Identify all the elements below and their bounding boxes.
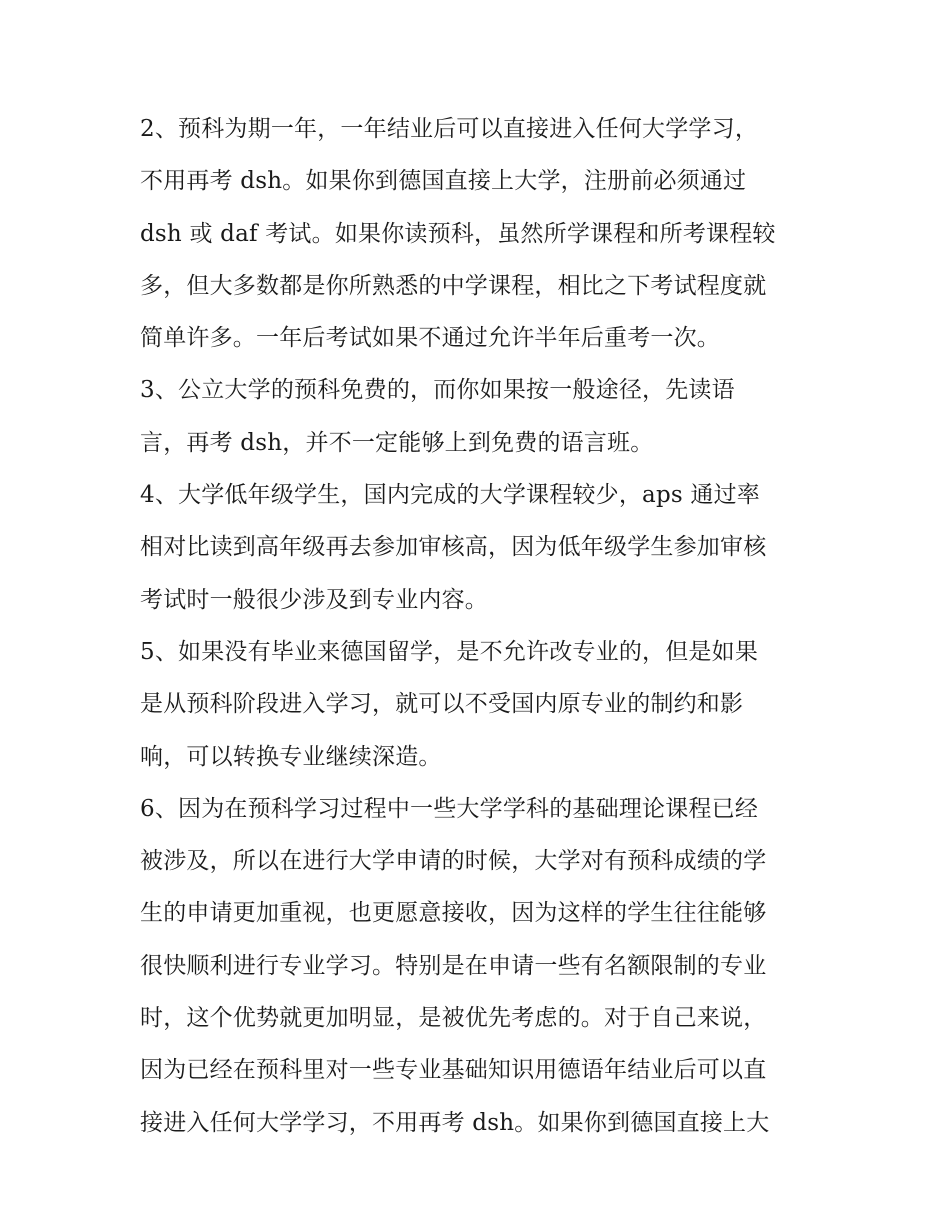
text-line: 不用再考 dsh。如果你到德国直接上大学，注册前必须通过 xyxy=(140,168,747,195)
text-line: 考试时一般很少涉及到专业内容。 xyxy=(140,586,488,613)
text-line: 5、如果没有毕业来德国留学，是不允许改专业的，但是如果 xyxy=(140,638,759,665)
text-line: 生的申请更加重视，也更愿意接收，因为这样的学生往往能够 xyxy=(140,900,767,927)
text-line: 2、预科为期一年，一年结业后可以直接进入任何大学学习， xyxy=(140,116,759,142)
text-line: 因为已经在预科里对一些专业基础知识用德语年结业后可以直 xyxy=(140,1057,767,1084)
text-line: 相对比读到高年级再去参加审核高，因为低年级学生参加审核 xyxy=(140,534,767,561)
text-line: 3、公立大学的预科免费的，而你如果按一般途径，先读语 xyxy=(140,377,735,404)
text-line: 被涉及，所以在进行大学申请的时候，大学对有预科成绩的学 xyxy=(140,848,767,875)
text-line: 多，但大多数都是你所熟悉的中学课程，相比之下考试程度就 xyxy=(140,272,767,299)
text-line: 6、因为在预科学习过程中一些大学学科的基础理论课程已经 xyxy=(140,795,759,822)
text-line: 时，这个优势就更加明显，是被优先考虑的。对于自己来说， xyxy=(140,1005,767,1032)
text-line: 简单许多。一年后考试如果不通过允许半年后重考一次。 xyxy=(140,325,720,352)
text-line: 4、大学低年级学生，国内完成的大学课程较少，aps 通过率 xyxy=(140,482,760,509)
text-line: 响，可以转换专业继续深造。 xyxy=(140,743,442,770)
text-line: 言，再考 dsh，并不一定能够上到免费的语言班。 xyxy=(140,429,654,456)
text-line: 很快顺利进行专业学习。特别是在申请一些有名额限制的专业 xyxy=(140,952,767,979)
text-line: 接进入任何大学学习，不用再考 dsh。如果你到德国直接上大 xyxy=(140,1109,770,1136)
text-line: dsh 或 daf 考试。如果你读预科，虽然所学课程和所考课程较 xyxy=(140,220,776,247)
body-text xyxy=(140,103,820,1149)
text-line: 是从预科阶段进入学习，就可以不受国内原专业的制约和影 xyxy=(140,691,744,718)
